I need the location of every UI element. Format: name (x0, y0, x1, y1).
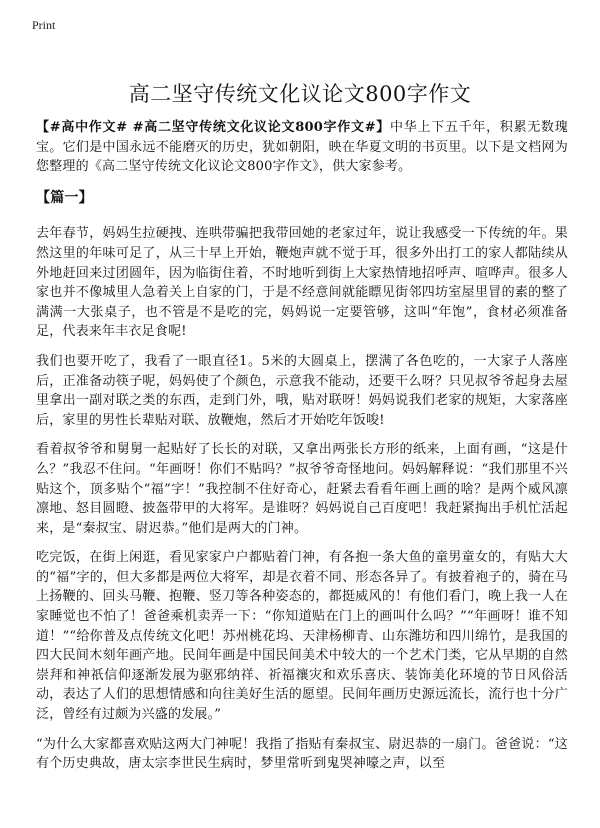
body-paragraph-2: 我们也要开吃了，我看了一眼直径1。5米的大圆桌上，摆满了各色吃的，一大家子人落座后，正准备动筷子呢，妈妈使了个颜色，示意我不能动，还要干么呀？只见叔爷爷起身去屋里拿出一副对联之类的东西，走到门外，哦，贴对联呀！妈妈说我们老家的规矩，大家落座后，家里的男性长辈贴对联、放鞭炮，然后才开始吃年饭唆! (36, 353, 568, 428)
body-paragraph-4: 吃完饭，在街上闲逛，看见家家户户都贴着门神，有各抱一条大鱼的童男童女的，有贴大大的“福”字的，但大多都是两位大将军，却是衣着不同、形态各异了。有披着袍子的，骑在马上扬鞭的、回头马鞭、抱鞭、竖刀等各种姿态的，都挺威风的！有他们看门，晚上我一人在家睡觉也不怕了！爸爸乘机卖弄一下：“你知道贴在门上的画叫什么吗？”“年画呀！谁不知道！”“给你普及点传统文化吧！苏州桃花坞、天津杨柳青、山东潍坊和四川绵竹，是我国的四大民间木刻年画产地。民间年画是中国民间美术中较大的一个艺术门类，它从早期的自然崇拜和神祇信仰逐渐发展为驱邪纳祥、祈福禳灾和欢乐喜庆、装饰美化环境的节日风俗活动，表达了人们的思想情感和向往美好生活的愿望。民间年画历史源远流长，流行也十分广泛，曾经有过颇为兴盛的发展。” (36, 550, 568, 723)
section-header: 【篇一】 (36, 189, 93, 206)
body-paragraph-3: 看着叔爷爷和舅舅一起贴好了长长的对联，又拿出两张长方形的纸来，上面有画，“这是什么？”我忍不住问。“年画呀！你们不贴吗？”叔爷爷奇怪地问。妈妈解释说：“我们那里不兴贴这个，顶多贴个“福”字！”我控制不住好奇心，赶紧去看看年画上画的啥？是两个威风凛凛地、怒目圆瞪、披盔带甲的大将军。是谁呀？妈妈说自己百度吧！我赶紧掏出手机忙活起来，是“秦叔宝、尉迟恭。”他们是两大的门神。 (36, 442, 568, 536)
body-paragraph-1: 去年春节，妈妈生拉硬拽、连哄带骗把我带回她的老家过年，说让我感受一下传统的年。果然这里的年味可足了，从三十早上开始，鞭炮声就不觉于耳，很多外出打工的家人都陆续从外地赶回来过团圆年，因为临街住着，不时地听到街上大家热情地招呼声、喧哗声。很多人家也并不像城里人急着关上自家的门，于是不经意间就能瞟见街邻四坊室屋里冒的素的整了满满一大张桌子，也不管是不是吃的完，妈妈说一定要管够，这叫“年饱”，食材必须准备足，代表来年丰衣足食呢! (36, 226, 568, 340)
body-paragraph-5: “为什么大家都喜欢贴这两大门神呢！我指了指贴有秦叔宝、尉迟恭的一扇门。爸爸说：“这有个历史典故，唐太宗李世民生病时，梦里常听到鬼哭神嚎之声，以至 (36, 736, 568, 772)
print-link[interactable]: Print (32, 18, 56, 32)
page-title: 高二坚守传统文化议论文800字作文 (128, 82, 472, 106)
article-body (36, 118, 568, 784)
intro-text: 中华上下五千年，积累无数瑰宝。它们是中国永远不能磨灭的历史，犹如朝阳，映在华夏文明的书页里。以下是文档网为您整理的《高二坚守传统文化议论文800字作文》，供大家参考。 (36, 120, 568, 175)
intro-tags: 【#高中作文# #高二坚守传统文化议论文800字作文#】 (36, 120, 391, 135)
intro-paragraph (36, 118, 568, 177)
